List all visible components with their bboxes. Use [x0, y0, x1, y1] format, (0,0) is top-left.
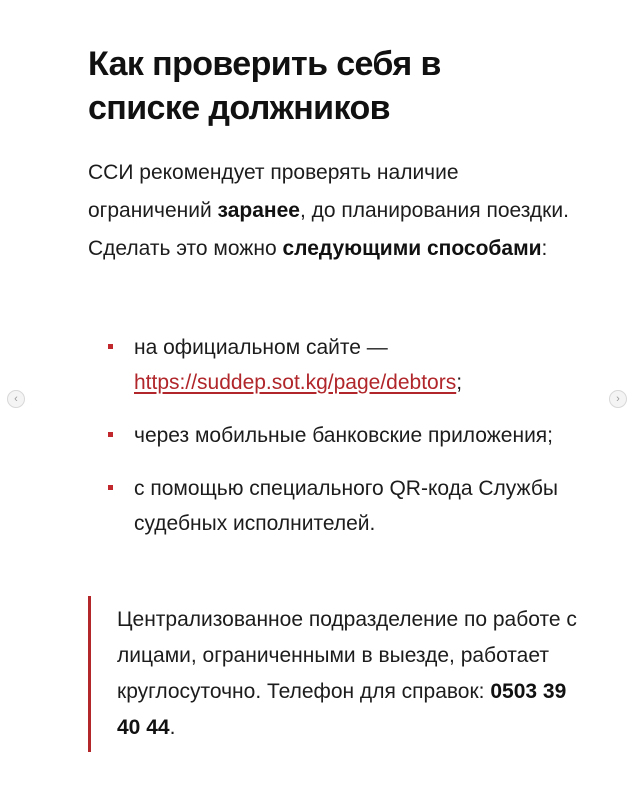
intro-text-2: , до планирования поездки. Сделать это можно: [88, 199, 569, 260]
phone-number: 0503 39 40 44: [117, 680, 567, 739]
intro-bold-1: заранее: [217, 199, 300, 222]
page-title: Как проверить себя в списке должников: [88, 45, 441, 127]
callout-end: .: [169, 716, 176, 739]
intro-text-3: :: [541, 237, 548, 260]
list-item: [88, 418, 588, 453]
intro-paragraph: [88, 154, 578, 268]
intro-text-1: ССИ рекомендует проверять наличие ограничений: [88, 161, 459, 222]
callout-body: Централизованное подразделение по работе с лицами, ограниченными в выезде, работает круглосуточно. Телефон для справок:: [117, 608, 577, 703]
bullet-icon: [108, 432, 113, 437]
method-website-text: на официальном сайте —: [134, 336, 388, 359]
method-banking-text: через мобильные банковские приложения;: [134, 424, 554, 447]
info-callout: [88, 596, 588, 752]
callout-text: [117, 596, 588, 746]
bullet-icon: [108, 344, 113, 349]
chevron-left-icon: ‹: [14, 392, 18, 405]
list-item: [88, 471, 588, 541]
intro-bold-2: следующими способами: [282, 237, 542, 260]
next-slide-button[interactable]: [609, 390, 627, 408]
chevron-right-icon: ›: [616, 392, 620, 405]
method-qr-text: с помощью специального QR-кода Службы судебных исполнителей.: [134, 477, 558, 535]
methods-list: [88, 330, 588, 559]
debtors-link[interactable]: https://suddep.sot.kg/page/debtors: [134, 371, 457, 394]
method-website-end: ;: [456, 371, 463, 394]
prev-slide-button[interactable]: [7, 390, 25, 408]
list-item: [88, 330, 588, 400]
bullet-icon: [108, 485, 113, 490]
